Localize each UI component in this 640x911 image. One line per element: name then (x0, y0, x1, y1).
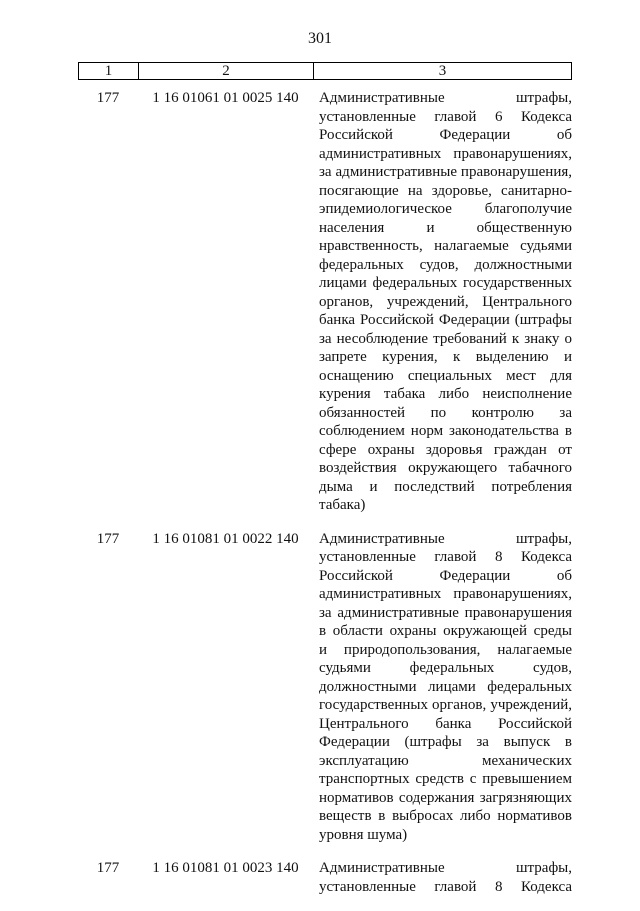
row-number: 177 (96, 860, 120, 876)
header-col-2: 2 (139, 63, 314, 79)
description-line: административных правонарушениях, (319, 145, 572, 162)
description-line: органов, учреждений, Центрального (319, 293, 572, 310)
description-line: курения табака либо неисполнение (319, 386, 572, 402)
description-line: за административные правонарушения, (319, 164, 572, 180)
row-number: 177 (96, 90, 120, 106)
description-line: должностными лицами федеральных (319, 678, 572, 695)
description-line: за административные правонарушения (319, 604, 572, 621)
description-line: эпидемиологическое благополучие (319, 201, 572, 217)
description-line: веществ в выбросах либо нормативов (319, 808, 572, 824)
description-line: населения и общественную (319, 219, 572, 236)
header-col-1: 1 (79, 63, 139, 79)
table-row (78, 530, 572, 845)
description-line: эксплуатацию механических (319, 752, 572, 769)
description-line: установленные главой 8 Кодекса (319, 549, 572, 565)
description-line: Федерации (штрафы за выпуск в (319, 734, 572, 750)
table-row (78, 859, 572, 896)
description-line: уровня шума) (319, 826, 408, 843)
description-line: Российской Федерации об (319, 567, 572, 584)
description-line: федеральных судов, должностными (319, 256, 572, 273)
description (313, 89, 572, 515)
description-line: Российской Федерации об (319, 127, 572, 143)
budget-code: 1 16 01081 01 0023 140 (152, 860, 299, 876)
table-header (78, 62, 572, 80)
description-line: запрете курения, к выделению и (319, 349, 572, 365)
description-line: табака) (319, 497, 366, 513)
table-row (78, 89, 572, 515)
description-line: Административные штрафы, (319, 530, 572, 547)
description-line: посягающие на здоровье, санитарно- (319, 182, 572, 199)
description-line: нравственность, налагаемые судьями (319, 238, 572, 254)
description-line: за несоблюдение требований к знаку о (319, 330, 572, 347)
description (313, 859, 572, 896)
description-line: лицами федеральных государственных (319, 275, 572, 291)
description-line: Административные штрафы, (319, 860, 572, 876)
header-col-3: 3 (314, 63, 572, 79)
description-line: банка Российской Федерации (штрафы (319, 312, 572, 328)
description-line: дыма и последствий потребления (319, 478, 572, 495)
description-line: соблюдением норм законодательства в (319, 423, 572, 439)
description-line: Административные штрафы, (319, 90, 572, 106)
description-line: воздействия окружающего табачного (319, 460, 572, 476)
description-line: установленные главой 6 Кодекса (319, 108, 572, 125)
description-line: административных правонарушениях, (319, 586, 572, 602)
description-line: нормативов содержания загрязняющих (319, 789, 572, 806)
page-number: 301 (308, 30, 332, 47)
description-line: и природопользования, налагаемые (319, 641, 572, 658)
description-line: установленные главой 8 Кодекса (319, 878, 572, 895)
description-line: транспортных средств с превышением (319, 771, 572, 787)
description-line: сфере охраны здоровья граждан от (319, 441, 572, 458)
description (313, 530, 572, 845)
description-line: государственных органов, учреждений, (319, 697, 572, 713)
row-number: 177 (96, 530, 120, 547)
budget-code: 1 16 01061 01 0025 140 (152, 90, 299, 106)
description-line: Центрального банка Российской (319, 715, 572, 732)
description-line: обязанностей по контролю за (319, 404, 572, 421)
budget-code: 1 16 01081 01 0022 140 (152, 530, 299, 547)
description-line: в области охраны окружающей среды (319, 623, 572, 639)
description-line: судьями федеральных судов, (319, 660, 572, 676)
table-body (78, 89, 572, 911)
description-line: оснащению специальных мест для (319, 367, 572, 384)
